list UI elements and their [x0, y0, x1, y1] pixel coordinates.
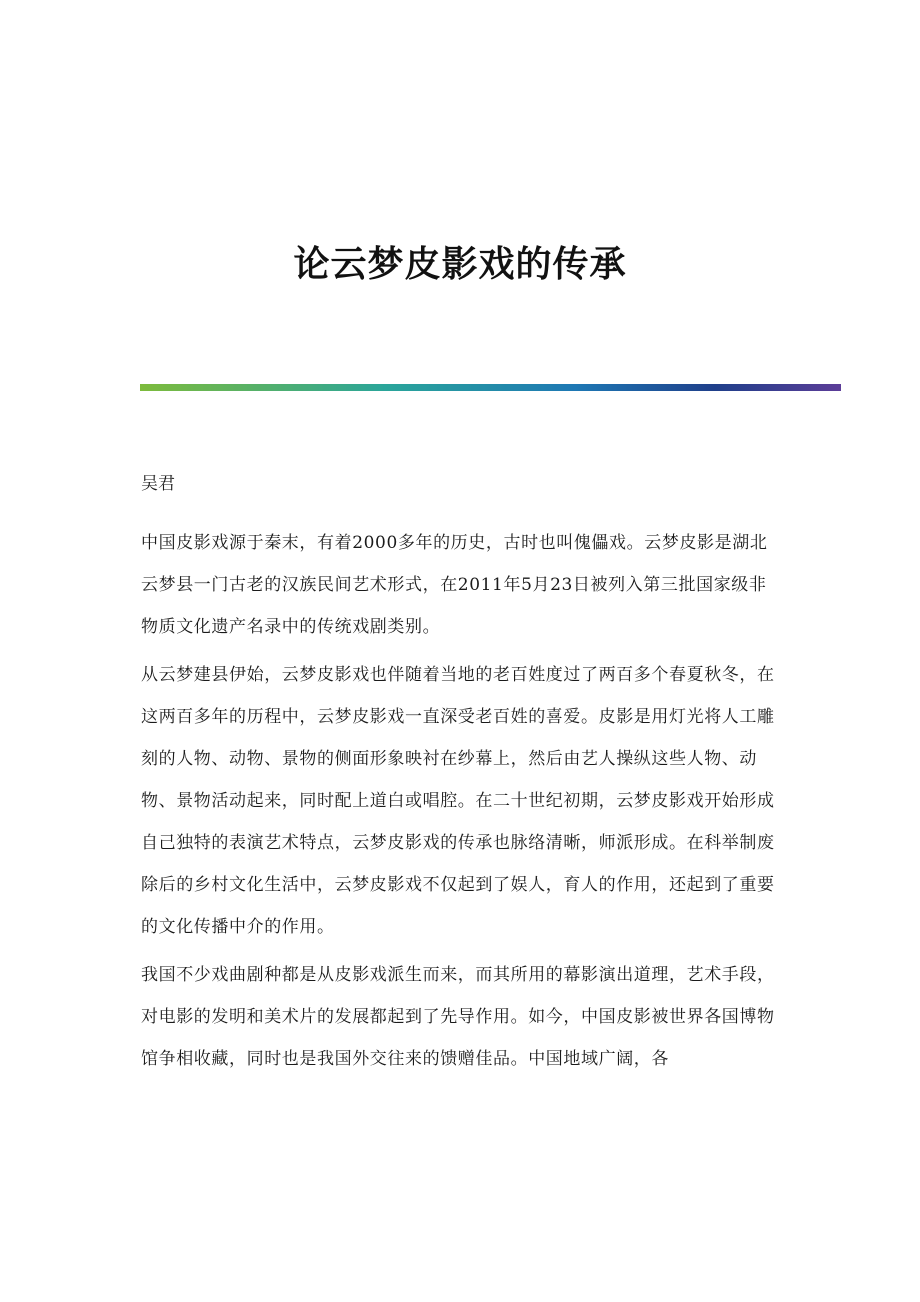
document-body [141, 522, 781, 1086]
title-divider [140, 384, 841, 391]
paragraph: 从云梦建县伊始，云梦皮影戏也伴随着当地的老百姓度过了两百多个春夏秋冬，在这两百多年的历程中，云梦皮影戏一直深受老百姓的喜爱。皮影是用灯光将人工雕刻的人物、动物、景物的侧面形象映衬在纱幕上，然后由艺人操纵这些人物、动物、景物活动起来，同时配上道白或唱腔。在二十世纪初期，云梦皮影戏开始形成自己独特的表演艺术特点，云梦皮影戏的传承也脉络清晰，师派形成。在科举制废除后的乡村文化生活中，云梦皮影戏不仅起到了娱人，育人的作用，还起到了重要的文化传播中介的作用。 [141, 665, 775, 937]
paragraph: 中国皮影戏源于秦末，有着2000多年的历史，古时也叫傀儡戏。云梦皮影是湖北云梦县一门古老的汉族民间艺术形式，在2011年5月23日被列入第三批国家级非物质文化遗产名录中的传统戏剧类别。 [141, 533, 768, 637]
document-title: 论云梦皮影戏的传承 [293, 243, 627, 286]
author-name: 吴君 [141, 474, 175, 494]
paragraph: 我国不少戏曲剧种都是从皮影戏派生而来，而其所用的幕影演出道理，艺术手段，对电影的发明和美术片的发展都起到了先导作用。如今，中国皮影被世界各国博物馆争相收藏，同时也是我国外交往来的馈赠佳品。中国地域广阔，各 [141, 965, 775, 1069]
